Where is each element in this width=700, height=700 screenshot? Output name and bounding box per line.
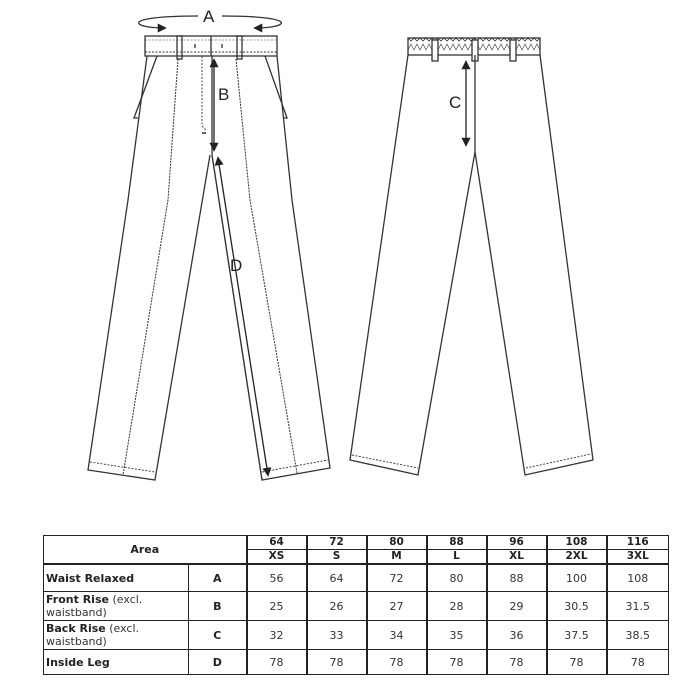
cell-value: 30.5 bbox=[547, 592, 607, 621]
cell-value: 80 bbox=[427, 564, 487, 592]
cell-value: 29 bbox=[487, 592, 547, 621]
back-rise-arrow bbox=[449, 62, 466, 145]
cell-value: 78 bbox=[607, 650, 669, 675]
cell-value: 26 bbox=[307, 592, 367, 621]
table-row-front-rise bbox=[44, 592, 669, 621]
col-waist-xs: 64 bbox=[247, 536, 307, 550]
row-label-main: Inside Leg bbox=[46, 655, 110, 669]
col-size-l: L bbox=[427, 550, 487, 565]
col-size-2xl: 2XL bbox=[547, 550, 607, 565]
cell-value: 108 bbox=[607, 564, 669, 592]
col-waist-3xl: 116 bbox=[607, 536, 669, 550]
cell-value: 78 bbox=[307, 650, 367, 675]
table-row-inside-leg bbox=[44, 650, 669, 675]
col-size-xl: XL bbox=[487, 550, 547, 565]
row-code: D bbox=[189, 650, 247, 675]
cell-value: 28 bbox=[427, 592, 487, 621]
waist-measure-arrow bbox=[139, 7, 282, 28]
cell-value: 64 bbox=[307, 564, 367, 592]
size-chart-table bbox=[43, 535, 669, 675]
row-label-sub: (excl. waistband) bbox=[46, 622, 140, 648]
row-code: C bbox=[189, 621, 247, 650]
back-trousers bbox=[350, 38, 593, 475]
col-size-m: M bbox=[367, 550, 427, 565]
cell-value: 37.5 bbox=[547, 621, 607, 650]
cell-value: 78 bbox=[367, 650, 427, 675]
cell-value: 38.5 bbox=[607, 621, 669, 650]
cell-value: 36 bbox=[487, 621, 547, 650]
row-code: B bbox=[189, 592, 247, 621]
cell-value: 31.5 bbox=[607, 592, 669, 621]
label-b: B bbox=[218, 85, 230, 104]
cell-value: 32 bbox=[247, 621, 307, 650]
row-code: A bbox=[189, 564, 247, 592]
label-c: C bbox=[449, 93, 462, 112]
header-row-waist bbox=[44, 536, 669, 550]
col-size-s: S bbox=[307, 550, 367, 565]
col-waist-s: 72 bbox=[307, 536, 367, 550]
cell-value: 35 bbox=[427, 621, 487, 650]
cell-value: 78 bbox=[547, 650, 607, 675]
cell-value: 78 bbox=[427, 650, 487, 675]
row-label-sub: (excl. waistband) bbox=[46, 593, 143, 619]
col-waist-m: 80 bbox=[367, 536, 427, 550]
row-label bbox=[44, 621, 189, 650]
cell-value: 72 bbox=[367, 564, 427, 592]
row-label bbox=[44, 650, 189, 675]
row-label-main: Back Rise bbox=[46, 622, 106, 635]
row-label bbox=[44, 564, 189, 592]
col-waist-2xl: 108 bbox=[547, 536, 607, 550]
cell-value: 78 bbox=[487, 650, 547, 675]
row-label bbox=[44, 592, 189, 621]
cell-value: 88 bbox=[487, 564, 547, 592]
cell-value: 56 bbox=[247, 564, 307, 592]
area-header: Area bbox=[44, 536, 247, 565]
cell-value: 100 bbox=[547, 564, 607, 592]
table-row-back-rise bbox=[44, 621, 669, 650]
col-size-3xl: 3XL bbox=[607, 550, 669, 565]
col-waist-xl: 96 bbox=[487, 536, 547, 550]
cell-value: 25 bbox=[247, 592, 307, 621]
cell-value: 34 bbox=[367, 621, 427, 650]
row-label-main: Front Rise bbox=[46, 593, 109, 606]
label-a: A bbox=[203, 7, 215, 26]
inside-leg-arrow bbox=[212, 155, 268, 480]
label-d: D bbox=[230, 256, 243, 275]
row-label-main: Waist Relaxed bbox=[46, 571, 135, 585]
front-trousers bbox=[88, 36, 330, 480]
cell-value: 33 bbox=[307, 621, 367, 650]
col-waist-l: 88 bbox=[427, 536, 487, 550]
col-size-xs: XS bbox=[247, 550, 307, 565]
table-row-waist-relaxed bbox=[44, 564, 669, 592]
cell-value: 78 bbox=[247, 650, 307, 675]
cell-value: 27 bbox=[367, 592, 427, 621]
front-rise-arrow bbox=[214, 60, 229, 150]
